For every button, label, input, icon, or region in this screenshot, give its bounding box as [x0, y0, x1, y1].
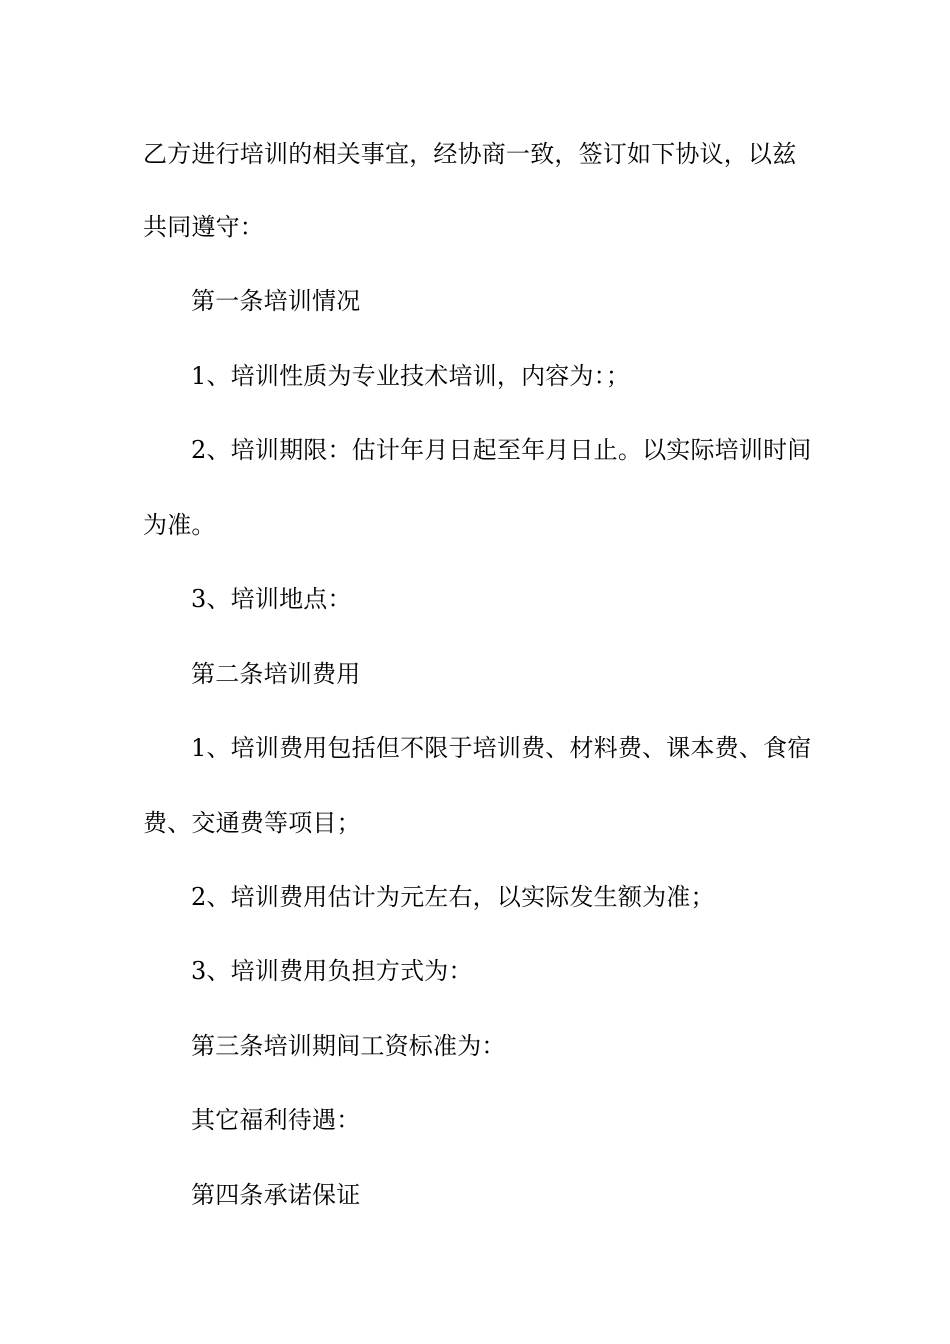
paragraph-line: 2、培训费用估计为元左右，以实际发生额为准； [191, 883, 715, 911]
article-heading: 第三条培训期间工资标准为： [191, 1032, 506, 1060]
article-heading: 第二条培训费用 [191, 660, 361, 688]
paragraph-line: 为准。 [143, 511, 216, 539]
paragraph-line: 3、培训地点： [191, 585, 352, 613]
paragraph-line: 费、交通费等项目； [143, 809, 361, 837]
paragraph-line: 共同遵守： [143, 213, 264, 241]
paragraph-line: 其它福利待遇： [191, 1106, 361, 1134]
paragraph-line: 2、培训期限：估计年月日起至年月日止。以实际培训时间 [191, 436, 812, 464]
paragraph-line: 1、培训性质为专业技术培训，内容为：； [191, 362, 631, 390]
paragraph-line: 1、培训费用包括但不限于培训费、材料费、课本费、食宿 [191, 734, 812, 762]
paragraph-line: 乙方进行培训的相关事宜，经协商一致，签订如下协议，以兹 [143, 140, 797, 168]
paragraph-line: 3、培训费用负担方式为： [191, 957, 473, 985]
article-heading: 第一条培训情况 [191, 287, 361, 315]
article-heading: 第四条承诺保证 [191, 1181, 361, 1209]
